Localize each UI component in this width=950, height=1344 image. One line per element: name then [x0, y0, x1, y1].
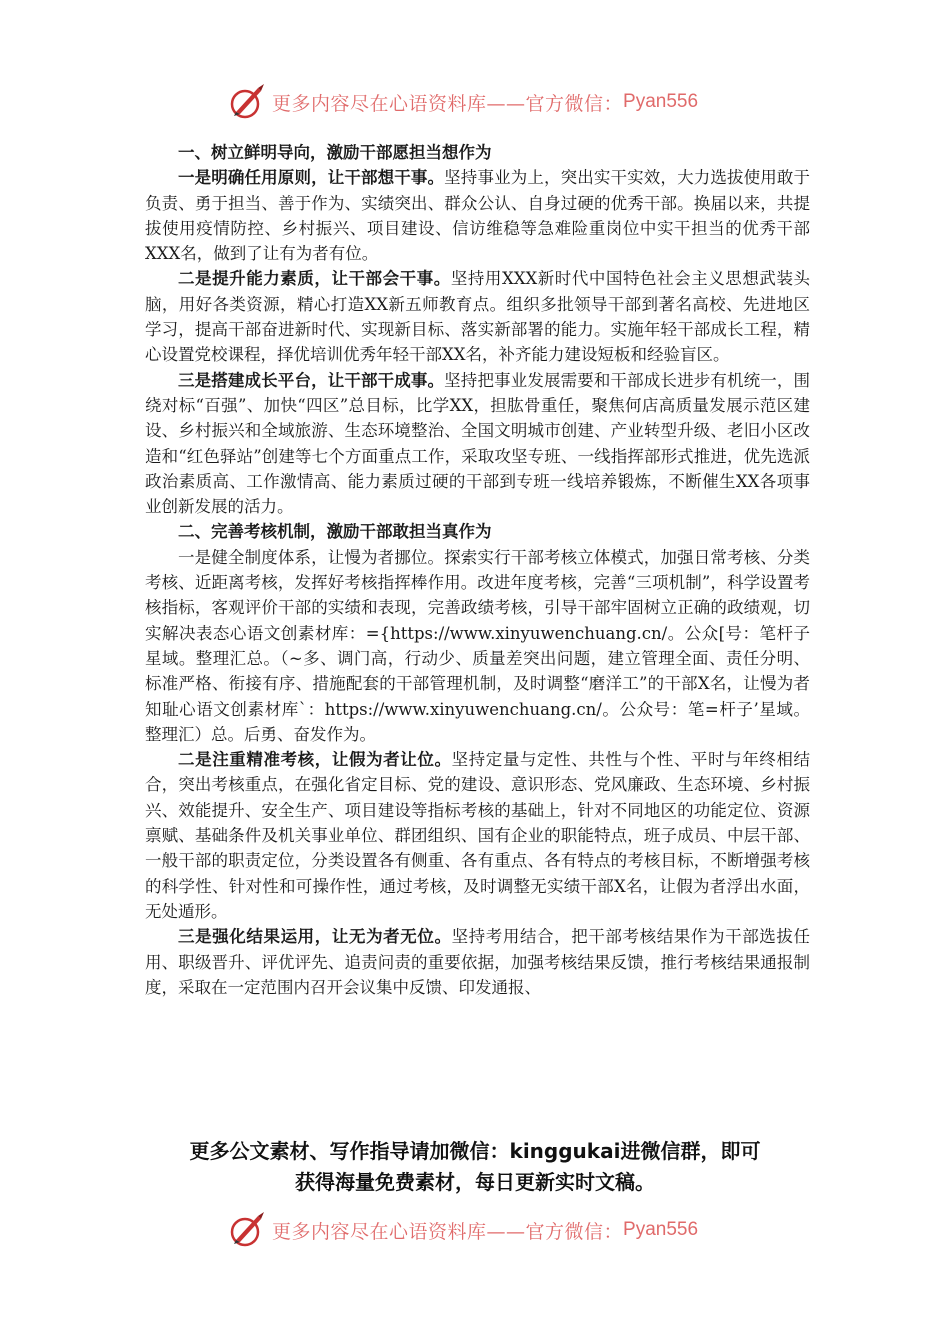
- paragraph-1-text: 坚持事业为上，突出实干实效，大力选拔使用敢于负责、勇于担当、善于作为、实绩突出、群众公认、自身过硬的优秀干部。换届以来，共提拔使用疫情防控、乡村振兴、项目建设、信访维稳等急难险重岗位中实干担当的优秀干部XXX名，做到了让有为者有位。: [145, 168, 811, 264]
- paragraph-1-lead: 一是明确任用原则，让干部想干事。: [178, 168, 445, 188]
- paragraph-6-text: 坚持考用结合，把干部考核结果作为干部选拔任用、职级晋升、评优评先、追责问责的重要依据，加强考核结果反馈，推行考核结果通报制度，采取在一定范围内召开会议集中反馈、印发通报、: [145, 927, 811, 997]
- paragraph-3-lead: 三是搭建成长平台，让干部干成事。: [178, 370, 445, 390]
- footer-line-2: 获得海量免费素材，每日更新实时文稿。: [295, 1170, 655, 1194]
- paragraph-4: 一是健全制度体系，让慢为者挪位。探索实行干部考核立体模式，加强日常考核、分类考核、近距离考核，发挥好考核指挥棒作用。改进年度考核，完善“三项机制”，科学设置考核指标，客观评价干部的实绩和表现，完善政绩考核，引导干部牢固树立正确的政绩观，切实解决表态心语文创素材库：={https://www.xinyuwenchuang.cn/。公众[号：笔杆子星域。整理汇总。（~多、调门高，行动少、质量差突出问题，建立管理全面、责任分明、标准严格、衔接有序、措施配套的干部管理机制，及时调整“磨洋工”的干部X名，让慢为者知耻心语文创素材库`：https://www.xinyuwenchuang.cn/。公众号：笔=杆子’星域。整理汇）总。后勇、奋发作为。: [145, 547, 810, 744]
- document-body: [145, 140, 810, 1000]
- banner-text: 更多内容尽在心语资料库——官方微信：: [272, 92, 624, 115]
- header-watermark-banner: [228, 82, 698, 122]
- banner-text: 更多内容尽在心语资料库——官方微信：: [272, 1220, 624, 1243]
- banner-contact: Pyan556: [623, 1219, 699, 1240]
- footer-watermark-banner: [228, 1210, 698, 1250]
- quill-pen-icon: [228, 1210, 268, 1250]
- paragraph-5-lead: 二是注重精准考核，让假为者让位。: [178, 750, 452, 770]
- footer-promo: [100, 1136, 850, 1198]
- paragraph-2-text: 坚持用XXX新时代中国特色社会主义思想武装头脑，用好各类资源，精心打造XX新五师教育点。组织多批领导干部到著名高校、先进地区学习，提高干部奋进新时代、实现新目标、落实新部署的能力。实施年轻干部成长工程，精心设置党校课程，择优培训优秀年轻干部XX名，补齐能力建设短板和经验盲区。: [145, 269, 811, 365]
- paragraph-6-lead: 三是强化结果运用，让无为者无位。: [178, 927, 452, 947]
- banner-contact: Pyan556: [623, 91, 699, 112]
- section-heading-2: 二、完善考核机制，激励干部敢担当真作为: [178, 522, 492, 542]
- paragraph-3: [145, 368, 810, 520]
- quill-pen-icon: [228, 82, 268, 122]
- paragraph-1: [145, 165, 810, 266]
- section-heading-1: 一、树立鲜明导向，激励干部愿担当想作为: [178, 143, 492, 162]
- footer-line-1: 更多公文素材、写作指导请加微信：kinggukai进微信群，即可: [189, 1139, 761, 1163]
- paragraph-2: [145, 266, 810, 367]
- paragraph-2-lead: 二是提升能力素质，让干部会干事。: [178, 269, 451, 289]
- paragraph-3-text: 坚持把事业发展需要和干部成长进步有机统一，围绕对标“百强”、加快“四区”总目标，比学XX，担肱骨重任，聚焦何店高质量发展示范区建设、乡村振兴和全域旅游、生态环境整治、全国文明城市创建、产业转型升级、老旧小区改造和“红色驿站”创建等七个方面重点工作，采取攻坚专班、一线指挥部形式推进，优先选派政治素质高、工作激情高、能力素质过硬的干部到专班一线培养锻炼，不断催生XX各项事业创新发展的活力。: [145, 370, 811, 517]
- paragraph-5: [145, 747, 810, 924]
- paragraph-6: [145, 924, 810, 1000]
- paragraph-5-text: 坚持定量与定性、共性与个性、平时与年终相结合，突出考核重点，在强化省定目标、党的建设、意识形态、党风廉政、生态环境、乡村振兴、效能提升、安全生产、项目建设等指标考核的基础上，针对不同地区的功能定位、资源禀赋、基础条件及机关事业单位、群团组织、国有企业的职能特点，班子成员、中层干部、一般干部的职责定位，分类设置各有侧重、各有重点、各有特点的考核目标，不断增强考核的科学性、针对性和可操作性，通过考核，及时调整无实绩干部X名，让假为者浮出水面，无处遁形。: [145, 750, 811, 921]
